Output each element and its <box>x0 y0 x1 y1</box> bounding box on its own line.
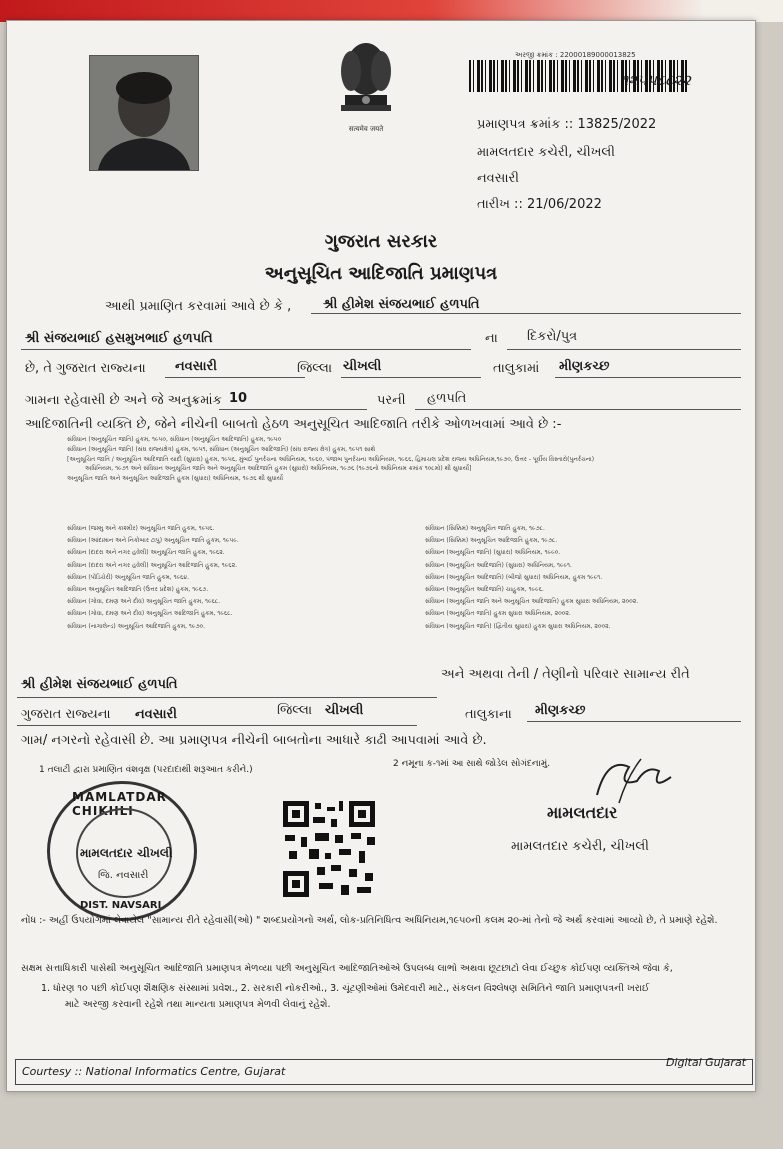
state-label-2: ગુજરાત રાજ્યના <box>21 707 111 722</box>
background-edge <box>0 0 783 22</box>
father-underline <box>21 349 471 350</box>
clause-line: સંવિધાન (આંદામાન અને નિકોબાર ટાપુ) અનુસૂચિત જાતિ હુકમ, ૧૯૫૯. <box>67 537 239 545</box>
basis-statement: ગામ/ નગરનો રહેવાસી છે. આ પ્રમાણપત્ર નીચેની બાબતોના આધારે કાઢી આપવામાં આવે છે. <box>21 733 487 748</box>
clause-line: સંવિધાન (સિક્કિમ) અનુસૂચિત જાતિ હુકમ, ૧૯૭૮. <box>425 525 545 532</box>
taluka-value-2: ચીખલી <box>325 703 364 718</box>
issuing-office: મામલતદાર કચેરી, ચીખલી <box>477 145 615 160</box>
clause-line: સંવિધાન (નાગાલેન્ડ) અનુસૂચિત આદિજાતિ હુકમ, ૧૯૭૦. <box>67 622 206 630</box>
legal-clauses-left <box>67 523 367 633</box>
signatory-office: મામલતદાર કચેરી, ચીખલી <box>511 839 649 854</box>
clause-line: સંવિધાન (અનુસૂચિત જાતિ) હુકમ, ૧૯૫૦, સંવિધાન (અનુસૂચિત આદિજાતિ) હુકમ, ૧૯૫૦ <box>67 436 282 443</box>
holder-name-repeat: શ્રી હીમેશ સંજયભાઈ હળપતિ <box>21 677 178 692</box>
government-heading: ગુજરાત સરકાર <box>324 231 438 252</box>
village-underline-2 <box>527 721 741 722</box>
clause-line: [અનુસૂચિત જાતિ / અનુસૂચિત આદિજાતિ યાદી (સુધારા) હુકમ, ૧૯૫૬, મુંબઈ પુનર્રચના અધિનિયમ, ૧૯૬૦, પંજાબ પુનર્રચના અધિનિયમ, ૧૯૬૬, હિમાચલ પ્રદેશ રાજ્ય અધિનિયમ,૧૯૭૦, ઉત્તર - પૂર્વીય વિસ્તારો(પુનર્રચના) <box>67 455 595 463</box>
on-label: પરની <box>377 393 406 408</box>
district-value: નવસારી <box>175 359 217 374</box>
handwritten-reference: ૧૨૫૫૮૮૨૨ <box>621 71 691 89</box>
clause-line: સંવિધાન (દાદરા અને નગર હવેલી) અનુસૂચિત આદિજાતિ હુકમ, ૧૯૬૨. <box>67 561 238 569</box>
footer-brand: Digital Gujarat <box>665 1056 746 1069</box>
name-underline <box>311 313 741 314</box>
clause-line: સંવિધાન અનુસૂચિત આદિજાતિ (ઉત્તર પ્રદેશ) હુકમ, ૧૯૬૭. <box>67 586 209 594</box>
issue-date: તારીખ :: 21/06/2022 <box>477 197 602 212</box>
basis-item-2: 2 નમૂના ક-૧માં આ સાથે જોડેલ સોગંદનામું. <box>393 759 551 769</box>
village-underline <box>555 377 741 378</box>
clause-line: સંવિધાન (દાદરા અને નગર હવેલી) અનુસૂચિત જાતિ હુકમ, ૧૯૬૨. <box>67 549 225 557</box>
footer-bar <box>15 1056 753 1085</box>
tribe-underline <box>415 409 741 410</box>
seal-district-text: જિ. નવસારી <box>98 870 149 881</box>
taluka-label-2: તાલુકાના <box>465 707 512 722</box>
certify-label: આથી પ્રમાણિત કરવામાં આવે છે કે , <box>105 299 292 314</box>
clause-line: સંવિધાન (અનુસૂચિત આદિજાતિ) ચાહુકમ, ૧૯૯૬. <box>425 586 544 594</box>
official-seal <box>47 781 197 921</box>
note-text: નોંધ :- અહીં ઉપયોગમાં લેવાયેલ "સામાન્ય રીતે રહેવાસી(ઓ) " શબ્દપ્રયોગનો અર્થ, લોક-પ્રતિનિધિત્વ અધિનિયમ,૧૯૫૦ની કલમ ૨૦-માં તેનો જે અર્થ કરવામાં આવ્યો છે, તે પ્રમાણે રહેશે. <box>21 915 718 926</box>
holder-name: શ્રી હીમેશ સંજયભાઈ હળપતિ <box>323 297 480 312</box>
taluka-value: ચીખલી <box>343 359 382 374</box>
of-label: ના <box>485 331 498 346</box>
clause-line: સંવિધાન (સિક્કિમ) અનુસૂચિત આદિજાતિ હુકમ, ૧૯૭૮. <box>425 537 558 545</box>
certificate-title: અનુસૂચિત આદિજાતિ પ્રમાણપત્ર <box>264 263 498 284</box>
relation-value: દિકરો/પુત્ર <box>527 329 578 344</box>
clause-line: સંવિધાન (અનુસૂચિત જાતિ) (દ્વિતીય સુધારા) હુકમ સુધારા અધિનિયમ, ૨૦૦૨. <box>425 622 611 630</box>
signatory-stamp: મામલતદાર <box>547 803 618 822</box>
serial-underline <box>219 409 367 410</box>
clause-line: સંવિધાન (અનુસૂચિત જાતિ) હુકમ સુધારા અધિનિયમ, ૨૦૦૨. <box>425 610 571 618</box>
taluka-label: તાલુકામાં <box>493 361 540 376</box>
serial-number: 10 <box>229 391 248 406</box>
legal-clauses-top <box>67 435 747 484</box>
state-label: છે, તે ગુજરાત રાજ્યના <box>25 361 146 376</box>
village-value: મીણકચ્છ <box>559 359 610 374</box>
family-statement: અને અથવા તેની / તેણીનો પરિવાર સામાન્ય રીતે <box>441 667 690 682</box>
clause-line: સંવિધાન (અનુસૂચિત જાતિ અને અનુસૂચિત આદિજાતિ) હુકમ સુધારા અધિનિયમ, ૨૦૦૨. <box>425 598 639 606</box>
clause-line: સંવિધાન (ગોવા, દમણ અને દીવ) અનુસૂચિત જાતિ હુકમ, ૧૯૬૮. <box>67 598 221 606</box>
applicant-photo <box>89 55 199 171</box>
clause-line: સંવિધાન (અનુસૂચિત જાતિ) (સંઘ રાજ્યક્ષેત્ર) હુકમ, ૧૯૫૧, સંવિધાન (અનુસૂચિત આદિજાતિ) (સંઘ રાજ્ય ક્ષેત્ર) હુકમ, ૧૯૫૧ સાથે <box>67 445 376 453</box>
legal-clauses-right <box>425 523 745 633</box>
clause-line: સંવિધાન (જમ્મુ અને કાશ્મીર) અનુસૂચિત જાતિ હુકમ, ૧૯૫૬. <box>67 525 215 532</box>
clause-line: સંવિધાન (અનુસૂચિત આદિજાતિ) (બીજો સુધારા) અધિનિયમ, હુકમ ૧૯૯૧. <box>425 573 603 581</box>
certificate-page <box>6 20 756 1092</box>
father-name: શ્રી સંજયભાઈ હસમુખભાઈ હળપતિ <box>25 331 213 346</box>
authority-list-1: 1. ધોરણ ૧૦ પછી કોઈપણ શૈક્ષણિક સંસ્થામાં પ્રવેશ., 2. સરકારી નોકરીઓ., 3. ચૂંટણીઓમાં ઉમેદવારી માટે., સંકલન વિશ્લેષણ સમિતિને જાતિ પ્રમાણપત્રની ખરાઈ <box>41 983 650 994</box>
national-emblem <box>331 35 401 135</box>
seal-center-text: મામલતદાર ચીખલી <box>80 846 173 860</box>
tribe-statement: આદિજાતિની વ્યક્તિ છે, જેને નીચેની બાબતો હેઠળ અનુસૂચિત આદિજાતિ તરીકે ઓળખવામાં આવે છે :- <box>25 417 562 432</box>
clause-line: સંવિધાન (પોંડિચેરી) અનુસૂચિત જાતિ હુકમ, ૧૯૬૪. <box>67 573 190 581</box>
issuing-district: નવસારી <box>477 171 519 186</box>
m1-underline <box>17 697 437 698</box>
taluka-underline <box>341 377 481 378</box>
clause-line: અનુસૂચિત જાતિ અને અનુસૂચિત આદિજાતિ હુકમ (સુધારા) અધિનિયમ, ૧૯૭૬ થી સુધાર્યો <box>67 475 284 483</box>
qr-code <box>279 797 379 901</box>
authority-instructions: સક્ષમ સત્તાધિકારી પાસેથી અનુસૂચિત આદિજાતિ પ્રમાણપત્ર મેળવ્યા પછી અનુસૂચિત આદિજાતિઓએ ઉપલબ્ધ લાભો અથવા છૂટછાટો લેવા ઈચ્છુક કોઈપણ વ્યક્તિએ જેવા કે, <box>21 963 673 974</box>
m2-underline <box>17 725 417 726</box>
seal-outer-top-text: MAMLATDAR CHIKHLI <box>72 790 167 818</box>
resident-label: ગામના રહેવાસી છે અને જે અનુક્રમાંક <box>25 393 222 408</box>
district-label-2: જિલ્લા <box>277 703 313 718</box>
district-label: જિલ્લા <box>297 361 333 376</box>
basis-item-1: 1 તલાટી દ્વારા પ્રમાણિત વંશવૃક્ષ (પરદાદાથી શરૂઆત કરીને.) <box>39 765 253 775</box>
tribe-name: હળપતિ <box>427 391 467 406</box>
district-value-2: નવસારી <box>135 707 177 722</box>
certificate-number: પ્રમાણપત્ર ક્રમાંક :: 13825/2022 <box>477 117 657 132</box>
application-number: અરજી ક્રમાંક : 22000189000013825 <box>515 51 636 59</box>
clause-line: સંવિધાન (અનુસૂચિત જાતિ) (સુધારા) અધિનિયમ, ૧૯૯૦. <box>425 549 561 557</box>
clause-line: સંવિધાન (અનુસૂચિત આદિજાતિ) (સુધારા) અધિનિયમ, ૧૯૯૧. <box>425 561 572 569</box>
emblem-motto: सत्यमेव जयते <box>348 125 384 133</box>
lion-capital-icon <box>331 35 401 121</box>
seal-outer-bottom-text: DIST. NAVSARI <box>80 900 162 911</box>
footer-courtesy: Courtesy :: National Informatics Centre, Gujarat <box>22 1065 286 1078</box>
clause-line: સંવિધાન (ગોવા, દમણ અને દીવ) અનુસૂચિત આદિજાતિ હુકમ, ૧૯૬૮. <box>67 610 233 618</box>
clause-line: અધિનિયમ, ૧૯૭૧ અને સંવિધાન અનુસૂચિત જાતિ અને અનુસૂચિત આદિજાતિ હુકમ (સુધારો) અધિનિયમ, ૧૯૭૬ (૧૯૭૬નો અધિનિયમ ક્રમાંક ૧૦૮મો) થી સુધાર્યો] <box>85 465 472 473</box>
relation-underline <box>507 349 741 350</box>
district-underline <box>165 377 305 378</box>
village-value-2: મીણકચ્છ <box>535 703 586 718</box>
authority-list-2: માટે અરજી કરવાની રહેશે તથા માન્યતા પ્રમાણપત્ર મેળવી લેવાનું રહેશે. <box>65 999 331 1010</box>
